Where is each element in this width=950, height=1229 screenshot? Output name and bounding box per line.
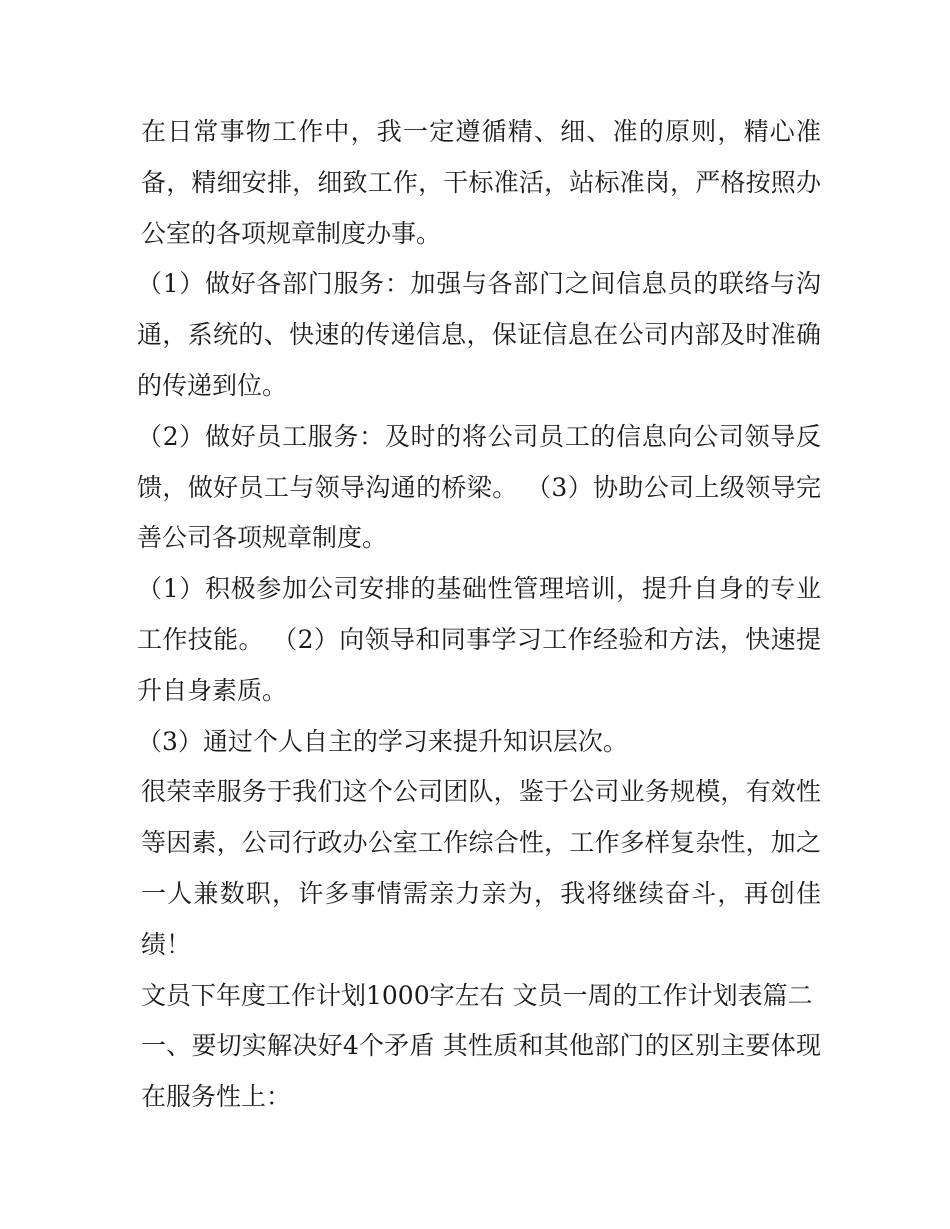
paragraph-daily-work: 在日常事物工作中，我一定遵循精、细、准的原则，精心准备，精细安排，细致工作，干标准活，站标准岗，严格按照办公室的各项规章制度办事。 (141, 117, 821, 248)
paragraph-department-service: （1）做好各部门服务：加强与各部门之间信息员的联络与沟通，系统的、快速的传递信息，保证信息在公司内部及时准确的传递到位。 (137, 269, 821, 400)
paragraph-section-title: 文员下年度工作计划1000字左右 文员一周的工作计划表篇二 (141, 980, 813, 1010)
paragraph-closing: 很荣幸服务于我们这个公司团队，鉴于公司业务规模，有效性等因素，公司行政办公室工作综合性，工作多样复杂性，加之一人兼数职，许多事情需亲力亲为，我将继续奋斗，再创佳绩！ (141, 777, 821, 959)
document-page (137, 107, 821, 1123)
paragraph-contradictions: 一、要切实解决好4个矛盾 其性质和其他部门的区别主要体现在服务性上： (141, 1031, 821, 1112)
paragraph-training: （1）积极参加公司安排的基础性管理培训，提升自身的专业工作技能。 （2）向领导和同事学习工作经验和方法，快速提升自身素质。 (137, 574, 821, 705)
paragraph-self-study: （3）通过个人自主的学习来提升知识层次。 (137, 726, 628, 756)
paragraph-employee-service: （2）做好员工服务：及时的将公司员工的信息向公司领导反馈，做好员工与领导沟通的桥梁。 （3）协助公司上级领导完善公司各项规章制度。 (137, 421, 821, 553)
